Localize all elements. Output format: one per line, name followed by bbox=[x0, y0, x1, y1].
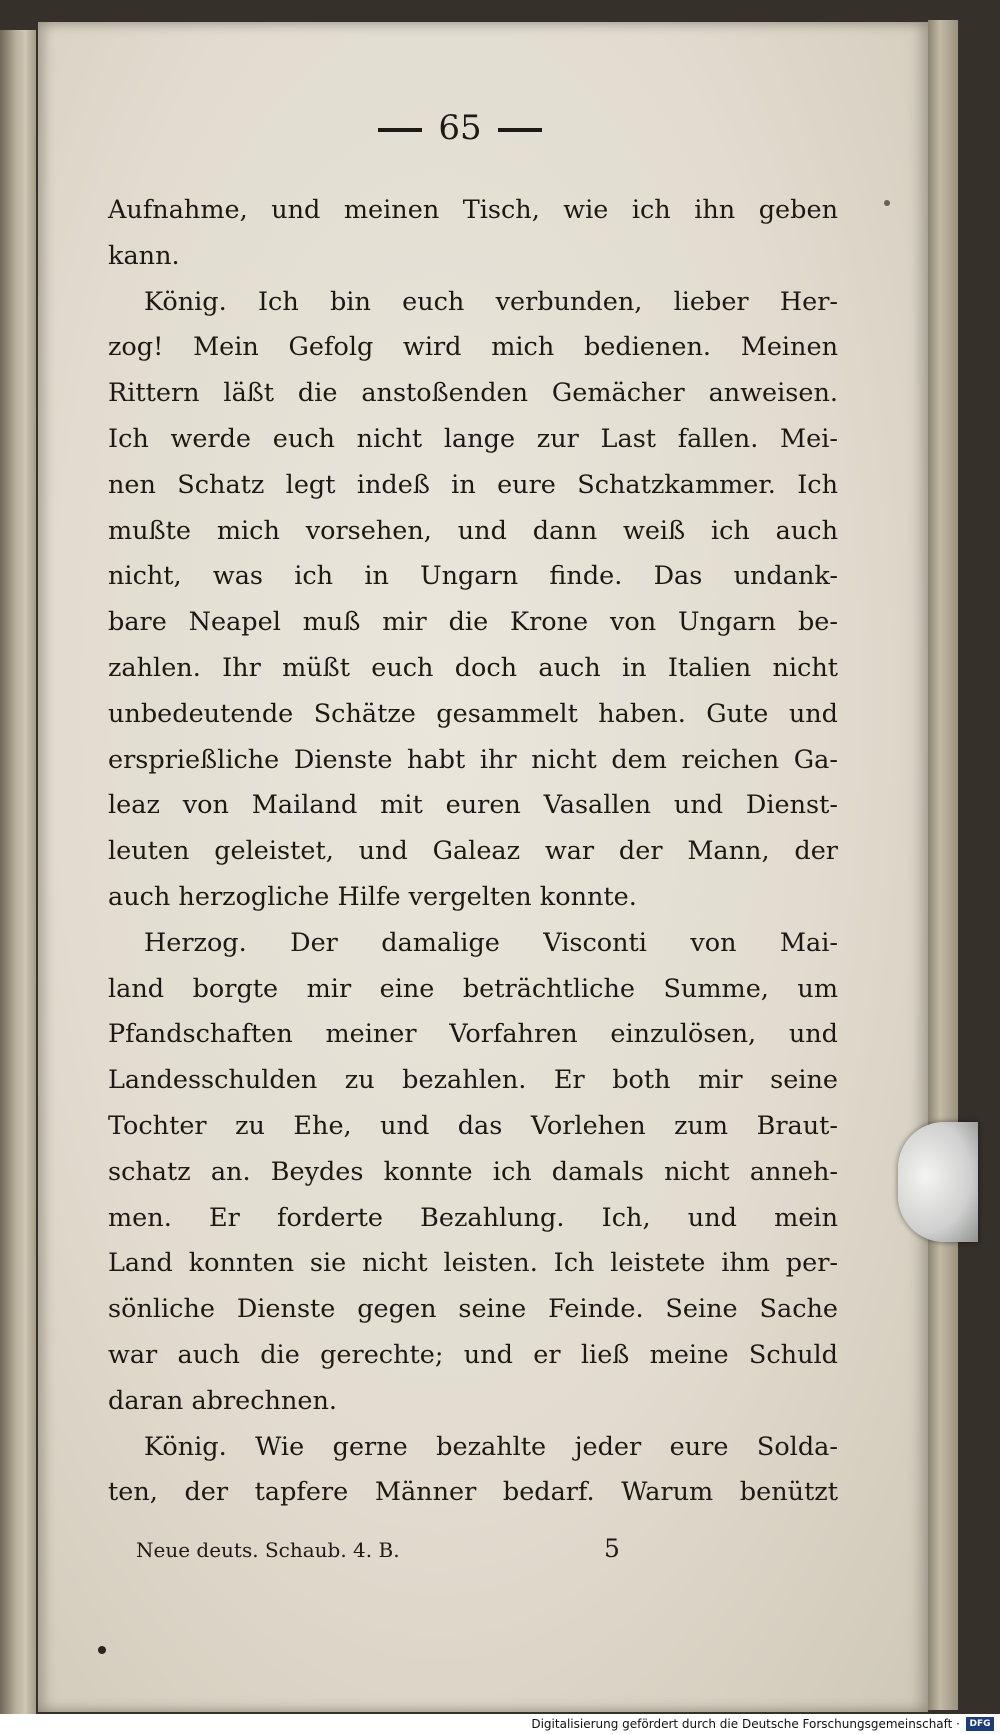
text-line: König. Ich bin euch verbunden, lieber Her- bbox=[144, 286, 838, 317]
ink-dot bbox=[98, 1646, 106, 1654]
text-line: nicht, was ich in Ungarn finde. Das undank- bbox=[108, 561, 838, 592]
text-line: zahlen. Ihr müßt euch doch auch in Italien nicht bbox=[108, 652, 838, 683]
text-line: men. Er forderte Bezahlung. Ich, und mein bbox=[108, 1202, 838, 1233]
credit-bar bbox=[0, 1714, 1000, 1734]
footer-title: Neue deuts. Schaub. 4. B. bbox=[136, 1538, 400, 1562]
text-line: Pfandschaften meiner Vorfahren einzulösen, und bbox=[108, 1019, 838, 1050]
page-clip-tab bbox=[898, 1122, 978, 1242]
text-line: Landesschulden zu bezahlen. Er both mir seine bbox=[108, 1065, 838, 1096]
text-line: König. Wie gerne bezahlte jeder eure Solda- bbox=[144, 1431, 838, 1462]
text-line: auch herzogliche Hilfe vergelten konnte. bbox=[108, 881, 637, 912]
text-line: ersprießliche Dienste habt ihr nicht dem reichen Ga- bbox=[108, 744, 838, 775]
body-text bbox=[108, 188, 838, 1516]
dfg-logo: DFG bbox=[966, 1717, 994, 1731]
text-line: Rittern läßt die anstoßenden Gemächer anweisen. bbox=[108, 378, 838, 409]
page-footer bbox=[136, 1534, 656, 1563]
text-line: bare Neapel muß mir die Krone von Ungarn be- bbox=[108, 607, 838, 638]
margin-speck bbox=[884, 200, 890, 206]
text-line: land borgte mir eine beträchtliche Summe, um bbox=[108, 973, 838, 1004]
text-line: Land konnten sie nicht leisten. Ich leistete ihm per- bbox=[108, 1248, 838, 1279]
text-line: sönliche Dienste gegen seine Feinde. Seine Sache bbox=[108, 1294, 838, 1325]
header-dash-right bbox=[498, 128, 542, 132]
header-dash-left bbox=[378, 128, 422, 132]
page-stack-edge bbox=[928, 20, 958, 1710]
text-line: ten, der tapfere Männer bedarf. Warum benützt bbox=[108, 1477, 838, 1508]
credit-text: Digitalisierung gefördert durch die Deutsche Forschungsgemeinschaft · bbox=[531, 1717, 960, 1731]
text-line: leaz von Mailand mit euren Vasallen und Dienst- bbox=[108, 790, 838, 821]
text-line: Tochter zu Ehe, und das Vorlehen zum Braut- bbox=[108, 1110, 838, 1141]
text-line: kann. bbox=[108, 240, 180, 271]
text-line: nen Schatz legt indeß in eure Schatzkammer. Ich bbox=[108, 469, 838, 500]
previous-page-edge bbox=[0, 30, 36, 1720]
text-line: daran abrechnen. bbox=[108, 1385, 338, 1416]
page-number: 65 bbox=[438, 108, 482, 148]
text-line: Herzog. Der damalige Visconti von Mai- bbox=[144, 927, 838, 958]
page-header bbox=[340, 108, 580, 148]
text-line: zog! Mein Gefolg wird mich bedienen. Meinen bbox=[108, 332, 838, 363]
text-line: unbedeutende Schätze gesammelt haben. Gute und bbox=[108, 698, 838, 729]
text-line: leuten geleistet, und Galeaz war der Mann, der bbox=[108, 836, 838, 867]
signature-mark: 5 bbox=[604, 1534, 620, 1563]
text-line: Ich werde euch nicht lange zur Last fallen. Mei- bbox=[108, 423, 838, 454]
text-line: mußte mich vorsehen, und dann weiß ich auch bbox=[108, 515, 838, 546]
text-line: schatz an. Beydes konnte ich damals nicht anneh- bbox=[108, 1156, 838, 1187]
text-line: war auch die gerechte; und er ließ meine Schuld bbox=[108, 1339, 838, 1370]
text-line: Aufnahme, und meinen Tisch, wie ich ihn geben bbox=[108, 195, 838, 225]
